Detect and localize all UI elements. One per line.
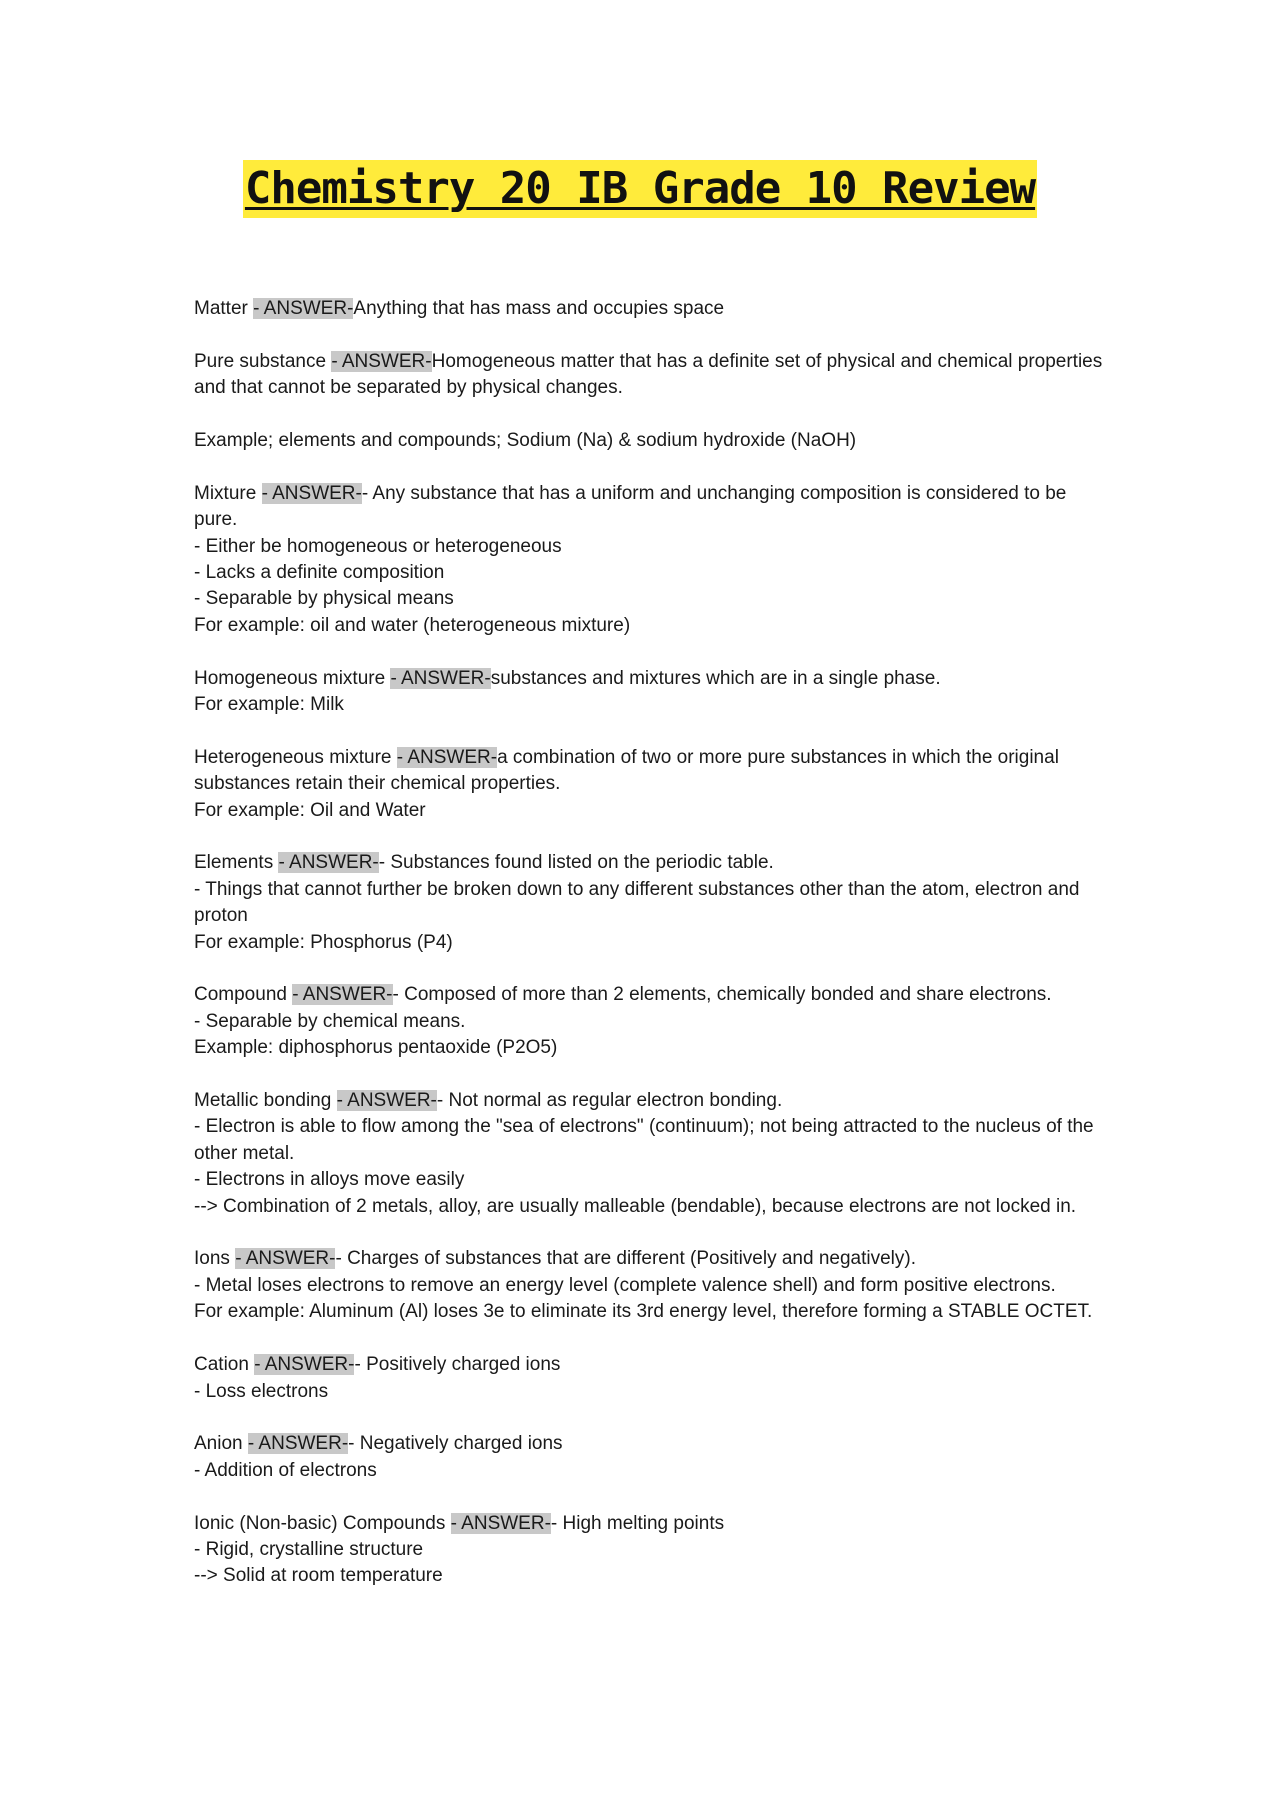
entry-detail-line: --> Combination of 2 metals, alloy, are usually malleable (bendable), because electrons are not locked in. — [194, 1195, 1077, 1217]
flashcard-entry — [194, 1431, 1114, 1484]
entry-definition-line — [194, 666, 1114, 692]
entry-definition-line — [194, 349, 1114, 402]
answer-marker: - ANSWER- — [254, 1354, 355, 1376]
entry-term: Homogeneous mixture — [194, 667, 391, 689]
entry-definition: - Positively charged ions — [354, 1354, 561, 1376]
answer-marker: - ANSWER- — [235, 1248, 336, 1270]
flashcard-entry — [194, 982, 1114, 1061]
entry-detail-line: - Rigid, crystalline structure — [194, 1538, 424, 1560]
entry-definition-line — [194, 1352, 1114, 1378]
answer-marker: - ANSWER- — [278, 852, 379, 874]
entry-detail-line: - Lacks a definite composition — [194, 562, 445, 584]
entry-term: Anion — [194, 1433, 248, 1455]
answer-marker: - ANSWER- — [450, 1512, 551, 1534]
entry-detail-line: For example: Aluminum (Al) loses 3e to eliminate its 3rd energy level, therefore forming a STABLE OCTET. — [194, 1301, 1093, 1323]
entry-term: Ionic (Non-basic) Compounds — [194, 1512, 451, 1534]
answer-marker: - ANSWER- — [331, 350, 432, 372]
entry-term: Matter — [194, 298, 254, 319]
entry-term: Heterogeneous mixture — [194, 746, 397, 768]
entry-detail-line: - Metal loses electrons to remove an energy level (complete valence shell) and form positive electrons. — [194, 1274, 1056, 1296]
answer-marker: - ANSWER- — [336, 1090, 437, 1112]
answer-marker: - ANSWER- — [292, 984, 393, 1006]
entry-term: Pure substance — [194, 350, 332, 372]
entry-term: Compound — [194, 984, 293, 1006]
entry-detail-line: - Addition of electrons — [194, 1459, 377, 1481]
flashcard-entry — [194, 349, 1114, 402]
entry-detail-line: For example: Phosphorus (P4) — [194, 931, 453, 953]
entry-definition-line — [194, 745, 1114, 798]
entry-detail-line: - Things that cannot further be broken down to any different substances other than the atom, electron and proton — [194, 878, 1080, 927]
entry-definition-line — [194, 1511, 1114, 1537]
entry-definition: - Substances found listed on the periodic table. — [378, 852, 774, 874]
entry-detail-line: - Either be homogeneous or heterogeneous — [194, 535, 562, 557]
entry-definition: - Not normal as regular electron bonding. — [436, 1090, 783, 1112]
entry-definition-line — [194, 1431, 1114, 1457]
entry-definition: - Composed of more than 2 elements, chemically bonded and share electrons. — [392, 984, 1052, 1006]
flashcard-entry — [194, 296, 1114, 322]
entry-definition: a combination of two or more pure substances in which the original substances retain their chemical properties. — [194, 746, 1059, 795]
entry-definition: - Negatively charged ions — [348, 1433, 563, 1455]
entry-term: Metallic bonding — [194, 1090, 337, 1112]
document-title: Chemistry 20 IB Grade 10 Review — [243, 160, 1037, 218]
entry-detail-line: For example: oil and water (heterogeneous mixture) — [194, 614, 631, 636]
answer-marker: - ANSWER- — [390, 667, 491, 689]
flashcard-entry — [194, 666, 1114, 719]
entry-definition-line — [194, 481, 1114, 534]
entry-definition: Example; elements and compounds; Sodium (Na) & sodium hydroxide (NaOH) — [194, 430, 857, 451]
entry-definition-line — [194, 296, 1114, 322]
entry-term: Elements — [194, 852, 279, 874]
answer-marker: - ANSWER- — [247, 1433, 349, 1455]
entry-detail-line: For example: Oil and Water — [194, 799, 426, 821]
entry-detail-line: - Separable by physical means — [194, 588, 454, 610]
answer-marker: - ANSWER- — [253, 298, 354, 319]
entry-definition-line — [194, 1088, 1114, 1114]
flashcard-entry — [194, 1088, 1114, 1220]
entry-definition: - High melting points — [550, 1512, 725, 1534]
flashcard-entry — [194, 1511, 1114, 1590]
entry-detail-line: - Loss electrons — [194, 1380, 329, 1402]
entry-definition: Homogeneous matter that has a definite set of physical and chemical properties and that cannot be separated by physical changes. — [194, 350, 1103, 399]
entry-detail-line: For example: Milk — [194, 694, 344, 716]
entry-term: Cation — [194, 1354, 255, 1376]
flashcard-entry — [194, 428, 1114, 454]
entry-detail-line: - Separable by chemical means. — [194, 1010, 466, 1032]
flashcard-entry — [194, 745, 1114, 824]
entry-detail-line: Example: diphosphorus pentaoxide (P2O5) — [194, 1037, 558, 1059]
entry-definition-line — [194, 850, 1114, 876]
entry-definition: - Charges of substances that are different (Positively and negatively). — [335, 1248, 916, 1270]
entry-term: Mixture — [194, 482, 262, 504]
entry-term: Ions — [194, 1248, 236, 1270]
entry-definition: substances and mixtures which are in a single phase. — [490, 667, 941, 689]
entry-definition: Anything that has mass and occupies space — [353, 298, 725, 319]
entry-definition-line — [194, 1246, 1114, 1272]
flashcard-list — [194, 296, 1114, 1616]
answer-marker: - ANSWER- — [396, 746, 498, 768]
entry-detail-line: --> Solid at room temperature — [194, 1565, 443, 1587]
title-container — [0, 160, 1280, 218]
entry-definition-line — [194, 982, 1114, 1008]
flashcard-entry — [194, 481, 1114, 639]
entry-detail-line: - Electron is able to flow among the "sea of electrons" (continuum); not being attracted to the nucleus of the other metal. — [194, 1116, 1094, 1164]
flashcard-entry — [194, 1246, 1114, 1325]
flashcard-entry — [194, 1352, 1114, 1405]
entry-detail-line: - Electrons in alloys move easily — [194, 1169, 465, 1191]
answer-marker: - ANSWER- — [261, 482, 362, 504]
entry-definition: - Any substance that has a uniform and unchanging composition is considered to be pure. — [194, 482, 1067, 531]
flashcard-entry — [194, 850, 1114, 956]
entry-definition-line — [194, 428, 1114, 454]
